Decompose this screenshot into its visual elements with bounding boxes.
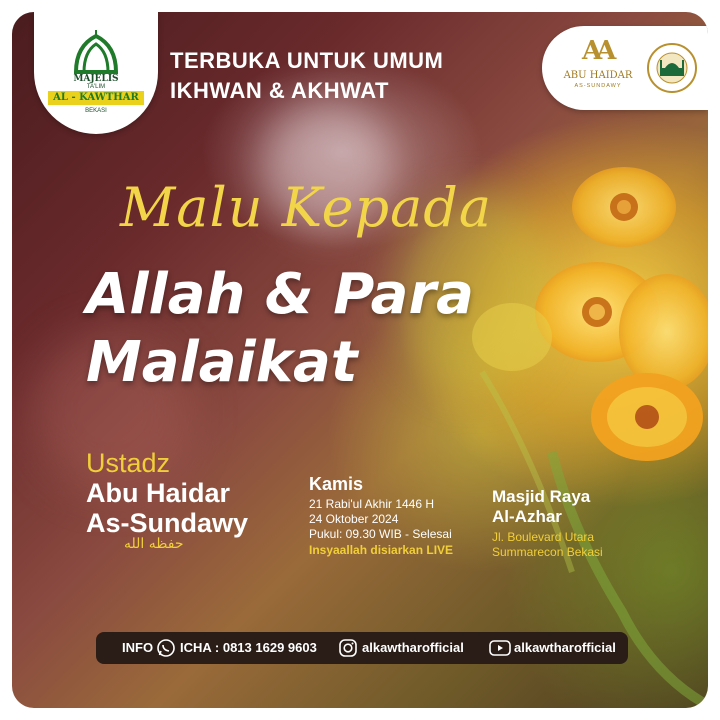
abu-haidar-logo-name: ABU HAIDAR — [563, 70, 633, 81]
event-hijri-date: 21 Rabi'ul Akhir 1446 H — [309, 497, 435, 511]
event-day: Kamis — [309, 474, 364, 494]
instagram-icon — [338, 638, 358, 658]
footer-contact-phone[interactable]: ICHA : 0813 1629 9603 — [180, 640, 317, 655]
title-line-1: Allah & Para — [86, 262, 474, 327]
logo-line-bekasi: BEKASI — [85, 108, 107, 114]
speaker-honorific: حفظه الله — [124, 536, 184, 552]
footer-instagram-handle[interactable]: alkawtharofficial — [362, 640, 464, 655]
event-live-note: Insyaallah disiarkan LIVE — [309, 543, 454, 557]
title-script: Malu Kepada — [120, 176, 493, 239]
event-poster — [12, 12, 708, 708]
abu-haidar-logo-sub: AS-SUNDAWY — [574, 83, 622, 89]
footer-youtube-handle[interactable]: alkawtharofficial — [514, 640, 616, 655]
masjid-al-azhar-seal-icon — [646, 42, 698, 94]
header-line-audience: IKHWAN & AKHWAT — [170, 78, 389, 103]
partner-logos — [542, 26, 708, 110]
venue-name-line-2: Al-Azhar — [492, 507, 562, 526]
title-line-2: Malaikat — [86, 330, 358, 395]
header-line-open-public: TERBUKA UNTUK UMUM — [170, 48, 444, 73]
venue-name-line-1: Masjid Raya — [492, 487, 591, 506]
speaker-prefix: Ustadz — [86, 448, 171, 478]
contact-footer — [96, 632, 628, 664]
mosque-dome-icon — [72, 28, 120, 74]
event-time: Pukul: 09.30 WIB - Selesai — [309, 527, 452, 541]
event-date: 24 Oktober 2024 — [309, 512, 399, 526]
majelis-logo — [34, 12, 158, 134]
logo-line-talim: TA'LIM — [86, 84, 106, 90]
speaker-name-line-1: Abu Haidar — [86, 478, 231, 508]
logo-line-majelis: MAJELIS — [73, 74, 119, 84]
logo-line-alkawthar: AL - KAWTHAR — [48, 91, 144, 105]
youtube-icon — [489, 638, 511, 658]
footer-info-label: INFO — [122, 640, 154, 655]
venue-address-line-1: Jl. Boulevard Utara — [492, 530, 595, 544]
abu-haidar-monogram-icon: AA — [582, 36, 611, 66]
venue-address-line-2: Summarecon Bekasi — [492, 545, 603, 559]
speaker-name-line-2: As-Sundawy — [86, 508, 249, 538]
whatsapp-icon — [156, 638, 176, 658]
